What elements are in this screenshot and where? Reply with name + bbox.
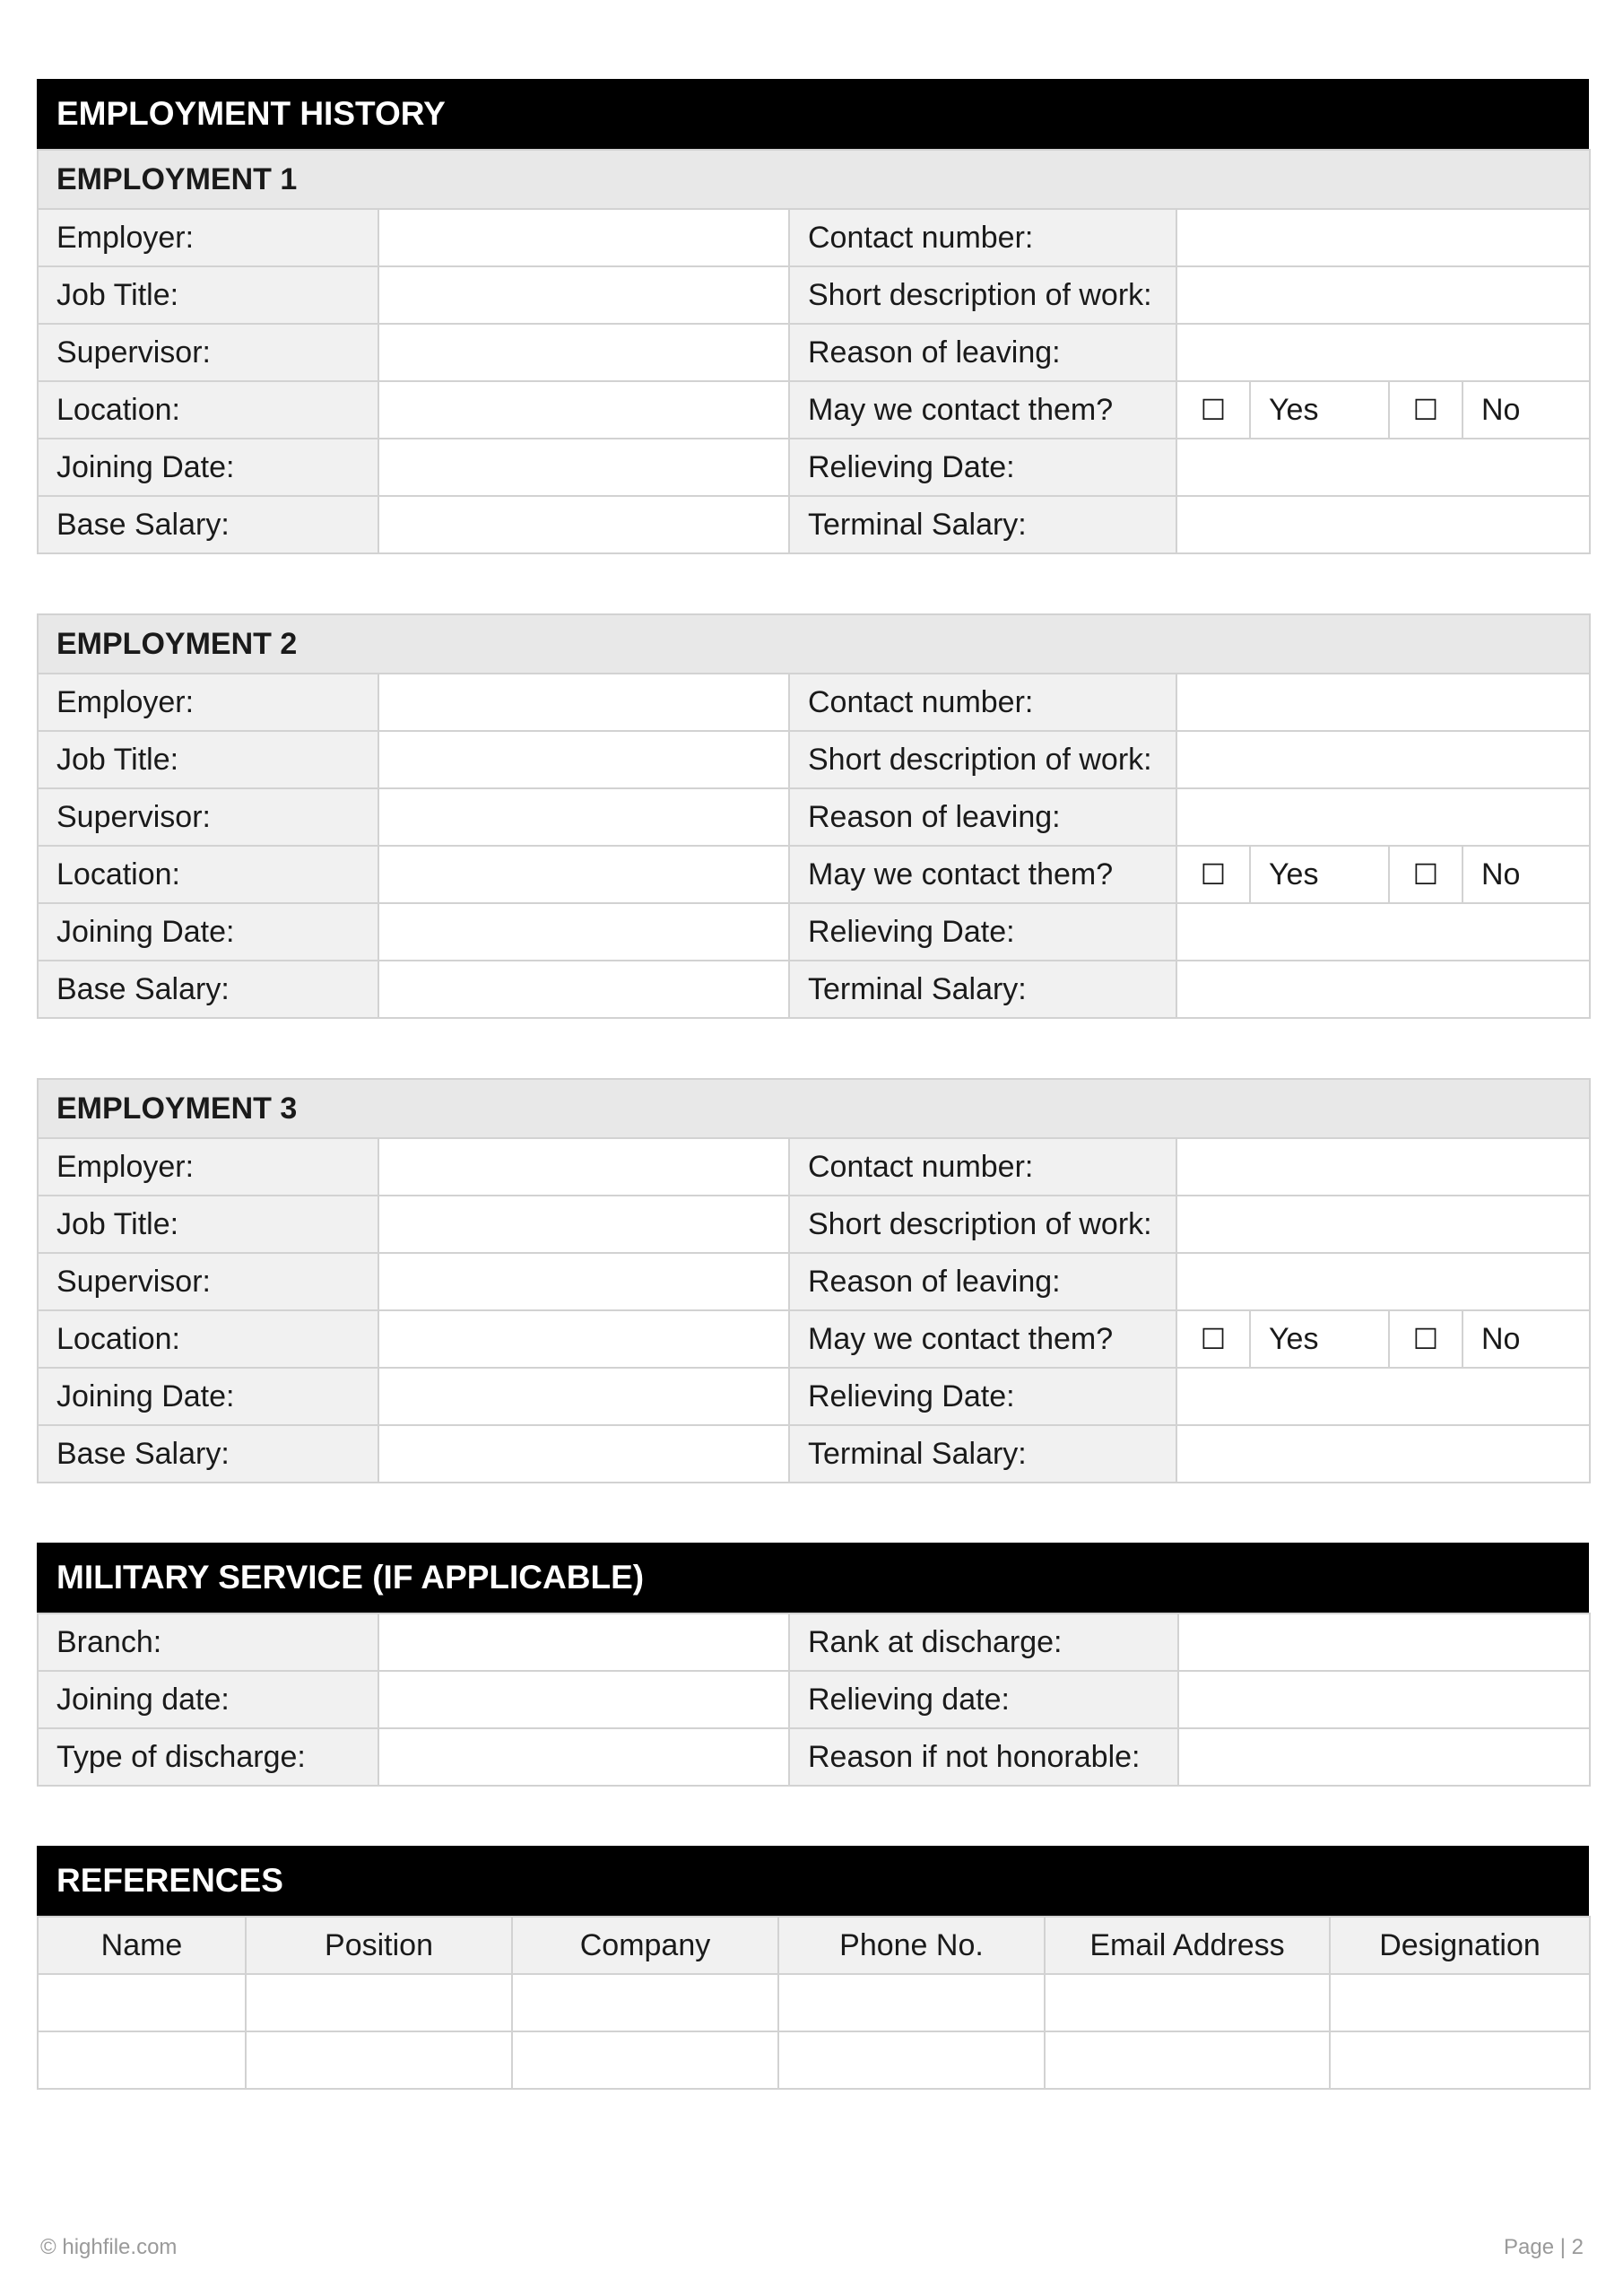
table-row — [38, 674, 1590, 731]
employment-1-base-salary-field[interactable] — [378, 496, 789, 553]
employment-1-contact-no-label: No — [1462, 381, 1590, 439]
employment-2-terminal-salary-label: Terminal Salary: — [789, 961, 1176, 1018]
reference-2-name-field[interactable] — [38, 2031, 246, 2089]
employment-1-employer-label: Employer: — [38, 209, 378, 266]
references-header-row — [38, 1917, 1590, 1974]
employment-3-table — [37, 1078, 1591, 1483]
references-header: REFERENCES — [37, 1846, 1589, 1916]
employment-1-joining-date-label: Joining Date: — [38, 439, 378, 496]
employment-1-table — [37, 149, 1591, 554]
employment-2-job-title-field[interactable] — [378, 731, 789, 788]
military-relieving-date-label: Relieving date: — [789, 1671, 1178, 1728]
employment-2-location-field[interactable] — [378, 846, 789, 903]
page-number: Page | 2 — [1504, 2235, 1584, 2259]
employment-1-reason-of-leaving-field[interactable] — [1176, 324, 1590, 381]
table-row — [38, 1368, 1590, 1425]
rank-at-discharge-label: Rank at discharge: — [789, 1613, 1178, 1671]
employment-2-joining-date-label: Joining Date: — [38, 903, 378, 961]
employment-3-contact-no-label: No — [1462, 1310, 1590, 1368]
employment-2-table — [37, 613, 1591, 1019]
reason-not-honorable-label: Reason if not honorable: — [789, 1728, 1178, 1786]
employment-3-terminal-salary-label: Terminal Salary: — [789, 1425, 1176, 1483]
employment-2-employer-field[interactable] — [378, 674, 789, 731]
employment-1-base-salary-label: Base Salary: — [38, 496, 378, 553]
employment-3-base-salary-label: Base Salary: — [38, 1425, 378, 1483]
table-row — [38, 1138, 1590, 1196]
employment-1-job-title-label: Job Title: — [38, 266, 378, 324]
employment-3-may-we-contact-label: May we contact them? — [789, 1310, 1176, 1368]
employment-2-reason-of-leaving-field[interactable] — [1176, 788, 1590, 846]
employment-3-joining-date-label: Joining Date: — [38, 1368, 378, 1425]
employment-1-may-we-contact-label: May we contact them? — [789, 381, 1176, 439]
column-header-name: Name — [38, 1917, 246, 1974]
employment-blocks — [37, 149, 1589, 1483]
employment-2-short-description-label: Short description of work: — [789, 731, 1176, 788]
reference-2-designation-field[interactable] — [1330, 2031, 1590, 2089]
type-of-discharge-field[interactable] — [378, 1728, 789, 1786]
employment-2-joining-date-field[interactable] — [378, 903, 789, 961]
military-relieving-date-field[interactable] — [1178, 1671, 1590, 1728]
employment-2-contact-number-field[interactable] — [1176, 674, 1590, 731]
employment-2-terminal-salary-field[interactable] — [1176, 961, 1590, 1018]
employment-3-title: EMPLOYMENT 3 — [38, 1079, 1590, 1138]
employment-1-terminal-salary-field[interactable] — [1176, 496, 1590, 553]
employment-3-contact-yes-checkbox[interactable]: ☐ — [1176, 1310, 1250, 1368]
employment-3-terminal-salary-field[interactable] — [1176, 1425, 1590, 1483]
employment-3-contact-number-field[interactable] — [1176, 1138, 1590, 1196]
reference-1-email-field[interactable] — [1045, 1974, 1330, 2031]
table-row — [38, 1253, 1590, 1310]
employment-1-supervisor-label: Supervisor: — [38, 324, 378, 381]
table-row — [38, 614, 1590, 674]
type-of-discharge-label: Type of discharge: — [38, 1728, 378, 1786]
employment-2-may-we-contact-label: May we contact them? — [789, 846, 1176, 903]
employment-1-reason-of-leaving-label: Reason of leaving: — [789, 324, 1176, 381]
employment-2-contact-yes-label: Yes — [1250, 846, 1389, 903]
table-row — [38, 150, 1590, 209]
employment-3-employer-label: Employer: — [38, 1138, 378, 1196]
employment-3-base-salary-field[interactable] — [378, 1425, 789, 1483]
employment-2-short-description-field[interactable] — [1176, 731, 1590, 788]
reference-2-email-field[interactable] — [1045, 2031, 1330, 2089]
table-row — [38, 961, 1590, 1018]
employment-2-contact-no-checkbox[interactable]: ☐ — [1389, 846, 1462, 903]
table-row — [38, 903, 1590, 961]
employment-2-relieving-date-label: Relieving Date: — [789, 903, 1176, 961]
reference-2-phone-field[interactable] — [778, 2031, 1045, 2089]
reference-1-designation-field[interactable] — [1330, 1974, 1590, 2031]
table-row — [38, 1613, 1590, 1671]
table-row — [38, 439, 1590, 496]
employment-2-contact-number-label: Contact number: — [789, 674, 1176, 731]
table-row — [38, 1310, 1590, 1368]
table-row — [38, 1974, 1590, 2031]
military-service-header: MILITARY SERVICE (IF APPLICABLE) — [37, 1543, 1589, 1613]
table-row — [38, 266, 1590, 324]
reference-1-company-field[interactable] — [512, 1974, 778, 2031]
column-header-email: Email Address — [1045, 1917, 1330, 1974]
table-row — [38, 209, 1590, 266]
application-form-page — [37, 79, 1589, 2090]
employment-3-job-title-label: Job Title: — [38, 1196, 378, 1253]
employment-2-supervisor-field[interactable] — [378, 788, 789, 846]
reference-2-company-field[interactable] — [512, 2031, 778, 2089]
employment-1-location-field[interactable] — [378, 381, 789, 439]
employment-3-contact-number-label: Contact number: — [789, 1138, 1176, 1196]
employment-3-employer-field[interactable] — [378, 1138, 789, 1196]
table-row — [38, 381, 1590, 439]
employment-1-contact-yes-label: Yes — [1250, 381, 1389, 439]
employment-1-terminal-salary-label: Terminal Salary: — [789, 496, 1176, 553]
table-row — [38, 2031, 1590, 2089]
reference-1-position-field[interactable] — [246, 1974, 512, 2031]
employment-history-header: EMPLOYMENT HISTORY — [37, 79, 1589, 149]
employment-1-relieving-date-label: Relieving Date: — [789, 439, 1176, 496]
employment-3-short-description-label: Short description of work: — [789, 1196, 1176, 1253]
employment-1-employer-field[interactable] — [378, 209, 789, 266]
employment-2-supervisor-label: Supervisor: — [38, 788, 378, 846]
table-row — [38, 324, 1590, 381]
table-row — [38, 1196, 1590, 1253]
copyright-text: © highfile.com — [40, 2235, 178, 2259]
employment-1-joining-date-field[interactable] — [378, 439, 789, 496]
employment-1-location-label: Location: — [38, 381, 378, 439]
table-row — [38, 788, 1590, 846]
employment-3-joining-date-field[interactable] — [378, 1368, 789, 1425]
employment-2-job-title-label: Job Title: — [38, 731, 378, 788]
references-table — [37, 1916, 1591, 2090]
employment-2-contact-yes-checkbox[interactable]: ☐ — [1176, 846, 1250, 903]
employment-1-title: EMPLOYMENT 1 — [38, 150, 1590, 209]
table-row — [38, 1425, 1590, 1483]
employment-1-job-title-field[interactable] — [378, 266, 789, 324]
military-joining-date-label: Joining date: — [38, 1671, 378, 1728]
column-header-phone: Phone No. — [778, 1917, 1045, 1974]
employment-3-contact-yes-label: Yes — [1250, 1310, 1389, 1368]
employment-2-reason-of-leaving-label: Reason of leaving: — [789, 788, 1176, 846]
employment-2-employer-label: Employer: — [38, 674, 378, 731]
employment-3-contact-no-checkbox[interactable]: ☐ — [1389, 1310, 1462, 1368]
employment-1-contact-no-checkbox[interactable]: ☐ — [1389, 381, 1462, 439]
employment-3-job-title-field[interactable] — [378, 1196, 789, 1253]
employment-3-supervisor-field[interactable] — [378, 1253, 789, 1310]
employment-2-title: EMPLOYMENT 2 — [38, 614, 1590, 674]
military-joining-date-field[interactable] — [378, 1671, 789, 1728]
employment-1-supervisor-field[interactable] — [378, 324, 789, 381]
employment-3-relieving-date-label: Relieving Date: — [789, 1368, 1176, 1425]
employment-3-location-field[interactable] — [378, 1310, 789, 1368]
column-header-designation: Designation — [1330, 1917, 1590, 1974]
employment-3-reason-of-leaving-field[interactable] — [1176, 1253, 1590, 1310]
employment-3-supervisor-label: Supervisor: — [38, 1253, 378, 1310]
employment-2-base-salary-field[interactable] — [378, 961, 789, 1018]
rank-at-discharge-field[interactable] — [1178, 1613, 1590, 1671]
table-row — [38, 731, 1590, 788]
column-header-position: Position — [246, 1917, 512, 1974]
table-row — [38, 1671, 1590, 1728]
employment-1-contact-number-field[interactable] — [1176, 209, 1590, 266]
reference-1-name-field[interactable] — [38, 1974, 246, 2031]
column-header-company: Company — [512, 1917, 778, 1974]
employment-3-relieving-date-field[interactable] — [1176, 1368, 1590, 1425]
employment-1-short-description-field[interactable] — [1176, 266, 1590, 324]
employment-3-location-label: Location: — [38, 1310, 378, 1368]
table-row — [38, 496, 1590, 553]
table-row — [38, 846, 1590, 903]
employment-2-contact-no-label: No — [1462, 846, 1590, 903]
reason-not-honorable-field[interactable] — [1178, 1728, 1590, 1786]
employment-3-reason-of-leaving-label: Reason of leaving: — [789, 1253, 1176, 1310]
table-row — [38, 1728, 1590, 1786]
employment-1-short-description-label: Short description of work: — [789, 266, 1176, 324]
branch-label: Branch: — [38, 1613, 378, 1671]
table-row — [38, 1079, 1590, 1138]
reference-2-position-field[interactable] — [246, 2031, 512, 2089]
employment-2-location-label: Location: — [38, 846, 378, 903]
military-table — [37, 1613, 1591, 1787]
branch-field[interactable] — [378, 1613, 789, 1671]
employment-1-relieving-date-field[interactable] — [1176, 439, 1590, 496]
employment-1-contact-yes-checkbox[interactable]: ☐ — [1176, 381, 1250, 439]
employment-2-relieving-date-field[interactable] — [1176, 903, 1590, 961]
employment-1-contact-number-label: Contact number: — [789, 209, 1176, 266]
reference-1-phone-field[interactable] — [778, 1974, 1045, 2031]
employment-2-base-salary-label: Base Salary: — [38, 961, 378, 1018]
employment-3-short-description-field[interactable] — [1176, 1196, 1590, 1253]
